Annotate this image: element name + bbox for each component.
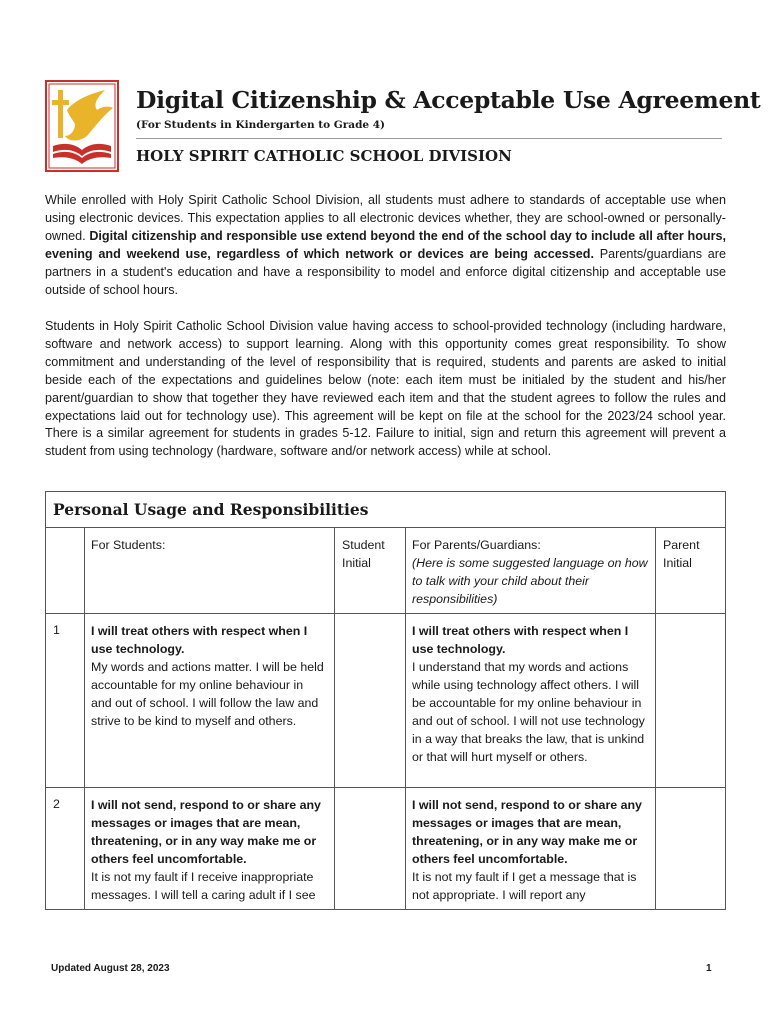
section-title: Personal Usage and Responsibilities (53, 500, 369, 519)
column-divider (405, 527, 406, 909)
row-2-parent-initial-field[interactable] (661, 796, 721, 906)
footer-updated-date: Updated August 28, 2023 (51, 963, 170, 974)
header-divider (136, 138, 722, 139)
column-divider (334, 527, 335, 909)
usage-table (45, 491, 726, 910)
page-title: Digital Citizenship & Acceptable Use Agreement (136, 86, 761, 114)
column-divider (84, 527, 85, 909)
header-parents-label: For Parents/Guardians: (412, 538, 541, 552)
row-2-student-initial-field[interactable] (340, 796, 400, 906)
page-number: 1 (706, 963, 712, 974)
table-divider (46, 787, 725, 788)
column-divider (655, 527, 656, 909)
header-student-initial: Student Initial (342, 538, 385, 570)
table-divider (46, 613, 725, 614)
row-number: 1 (53, 623, 60, 637)
row-2-parent-text: I will not send, respond to or share any messages or images that are mean, threatening, or in any way make me or others feel uncomfortable. It is not my fault if I get a message that is not appropriate. I will report any (412, 798, 642, 902)
row-1-student-text: I will treat others with respect when I use technology. My words and actions matter. I will be held accountable for my online behaviour in and out of school. I will follow the law and strive to be kind to myself and others. (91, 624, 324, 728)
intro-paragraph-2: Students in Holy Spirit Catholic School Division value having access to school-provided technology (including hardware, software and network access) to support learning. Along with this opportunity comes great responsibility. To show commitment and understanding of the level of responsibility that is required, students and parents are asked to initial beside each of the expectations and guidelines below (note: each item must be initialed by the student and his/her parent/guardian to show that together they have reviewed each item and that the student agrees to follow the rules and expectations laid out for technology use). This agreement will be kept on file at the school for the 2023/24 school year. There is a similar agreement for students in grades 5-12. Failure to initial, sign and return this agreement will prevent a student from using technology (hardware, software and/or network access) while at school. (45, 319, 726, 459)
intro-paragraph-1: While enrolled with Holy Spirit Catholic School Division, all students must adhere to standards of acceptable use when using electronic devices. This expectation applies to all electronic devices whether, they are school-owned or personally-owned. Digital citizenship and responsible use extend beyond the end of the school day to include all after hours, evening and weekend use, regardless of which network or devices are being accessed. Parents/guardians are partners in a student's education and have a responsibility to model and enforce digital citizenship and acceptable use outside of school hours. (45, 193, 726, 297)
table-divider (46, 527, 725, 528)
school-logo (45, 80, 119, 172)
header-for-parents (412, 536, 652, 608)
header-parent-initial: Parent Initial (663, 538, 700, 570)
division-name: HOLY SPIRIT CATHOLIC SCHOOL DIVISION (136, 147, 512, 165)
row-2-student-text: I will not send, respond to or share any messages or images that are mean, threatening, or in any way make me or others feel uncomfortable. It is not my fault if I receive inappropriate messages. I will tell a caring adult if I see (91, 798, 321, 902)
row-1-parent-initial-field[interactable] (661, 622, 721, 782)
row-1-student-initial-field[interactable] (340, 622, 400, 782)
header-parents-note: (Here is some suggested language on how to talk with your child about their responsibilities) (412, 556, 648, 606)
row-1-parent-text: I will treat others with respect when I use technology. I understand that my words and actions while using technology affect others. I will be accountable for my online behaviour in and out of school. I will not use technology in a way that breaks the law, that is unkind or that will hurt myself or others. (412, 624, 645, 764)
page-subtitle: (For Students in Kindergarten to Grade 4) (136, 119, 386, 131)
row-number: 2 (53, 797, 60, 811)
header-for-students: For Students: (91, 538, 166, 552)
